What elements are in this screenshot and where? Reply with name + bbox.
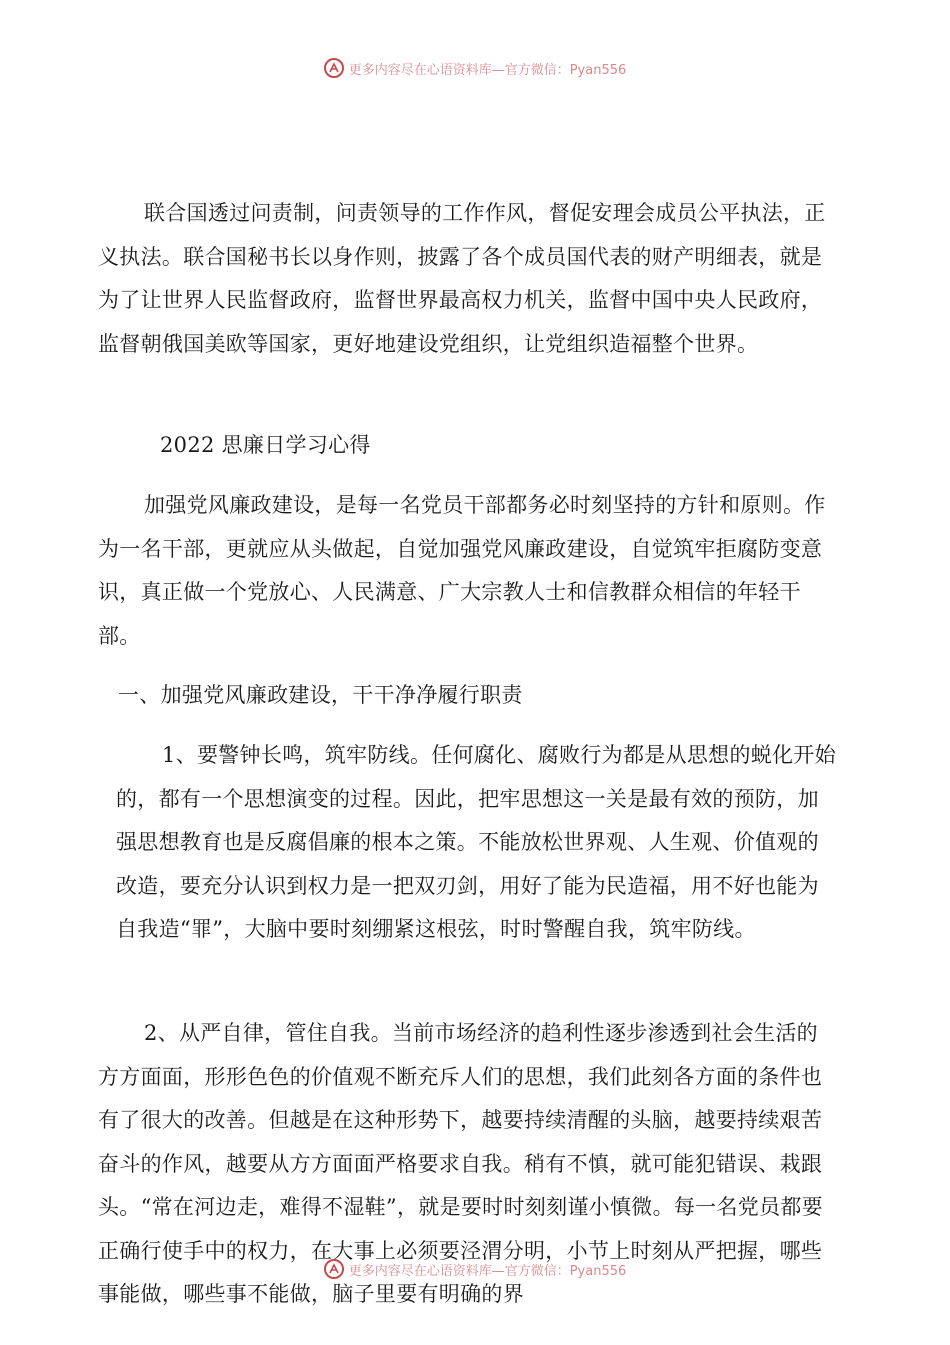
watermark-footer [0, 1259, 950, 1279]
watermark-text: 更多内容尽在心语资料库—官方微信：Pyan556 [348, 62, 627, 78]
section-heading-1: 一、加强党风廉政建设，干干净净履行职责 [118, 683, 523, 707]
paragraph-intro: 加强党风廉政建设，是每一名党员干部都务必时刻坚持的方针和原则。作为一名干部，更就应从头做起，自觉加强党风廉政建设，自觉筑牢拒腐防变意识，真正做一个党放心、人民满意、广大宗教人士和信教群众相信的年轻干部。 [98, 493, 826, 648]
logo-icon [324, 1259, 344, 1279]
watermark-text: 更多内容尽在心语资料库—官方微信：Pyan556 [348, 1263, 627, 1279]
list-item-2: 2、从严自律，管住自我。当前市场经济的趋利性逐步渗透到社会生活的方方面面，形形色色的价值观不断充斥人们的思想，我们此刻各方面的条件也有了很大的改善。但越是在这种形势下，越要持续清醒的头脑，越要持续艰苦奋斗的作风，越要从方方面面严格要求自我。稍有不慎，就可能犯错误、栽跟头。“常在河边走，难得不湿鞋”，就是要时时刻刻谨小慎微。每一名党员都要正确行使手中的权力，在大事上必须要泾渭分明，小节上时刻从严把握，哪些事能做，哪些事不能做，脑子里要有明确的界 [98, 1021, 823, 1306]
paragraph-un-accountability: 联合国透过问责制，问责领导的工作作风，督促安理会成员公平执法，正义执法。联合国秘书长以身作则，披露了各个成员国代表的财产明细表，就是为了让世界人民监督政府，监督世界最高权力机关，监督中国中央人民政府，监督朝俄国美欧等国家，更好地建设党组织，让党组织造福整个世界。 [98, 201, 826, 356]
logo-icon [324, 58, 344, 78]
list-item-1: 1、要警钟长鸣，筑牢防线。任何腐化、腐败行为都是从思想的蜕化开始的，都有一个思想演变的过程。因此，把牢思想这一关是最有效的预防，加强思想教育也是反腐倡廉的根本之策。不能放松世界观、人生观、价值观的改造，要充分认识到权力是一把双刃剑，用好了能为民造福，用不好也能为自我造“罪”，大脑中要时刻绷紧这根弦，时时警醒自我，筑牢防线。 [116, 743, 836, 941]
document-title: 2022 思廉日学习心得 [160, 433, 371, 457]
watermark-header [0, 58, 950, 78]
